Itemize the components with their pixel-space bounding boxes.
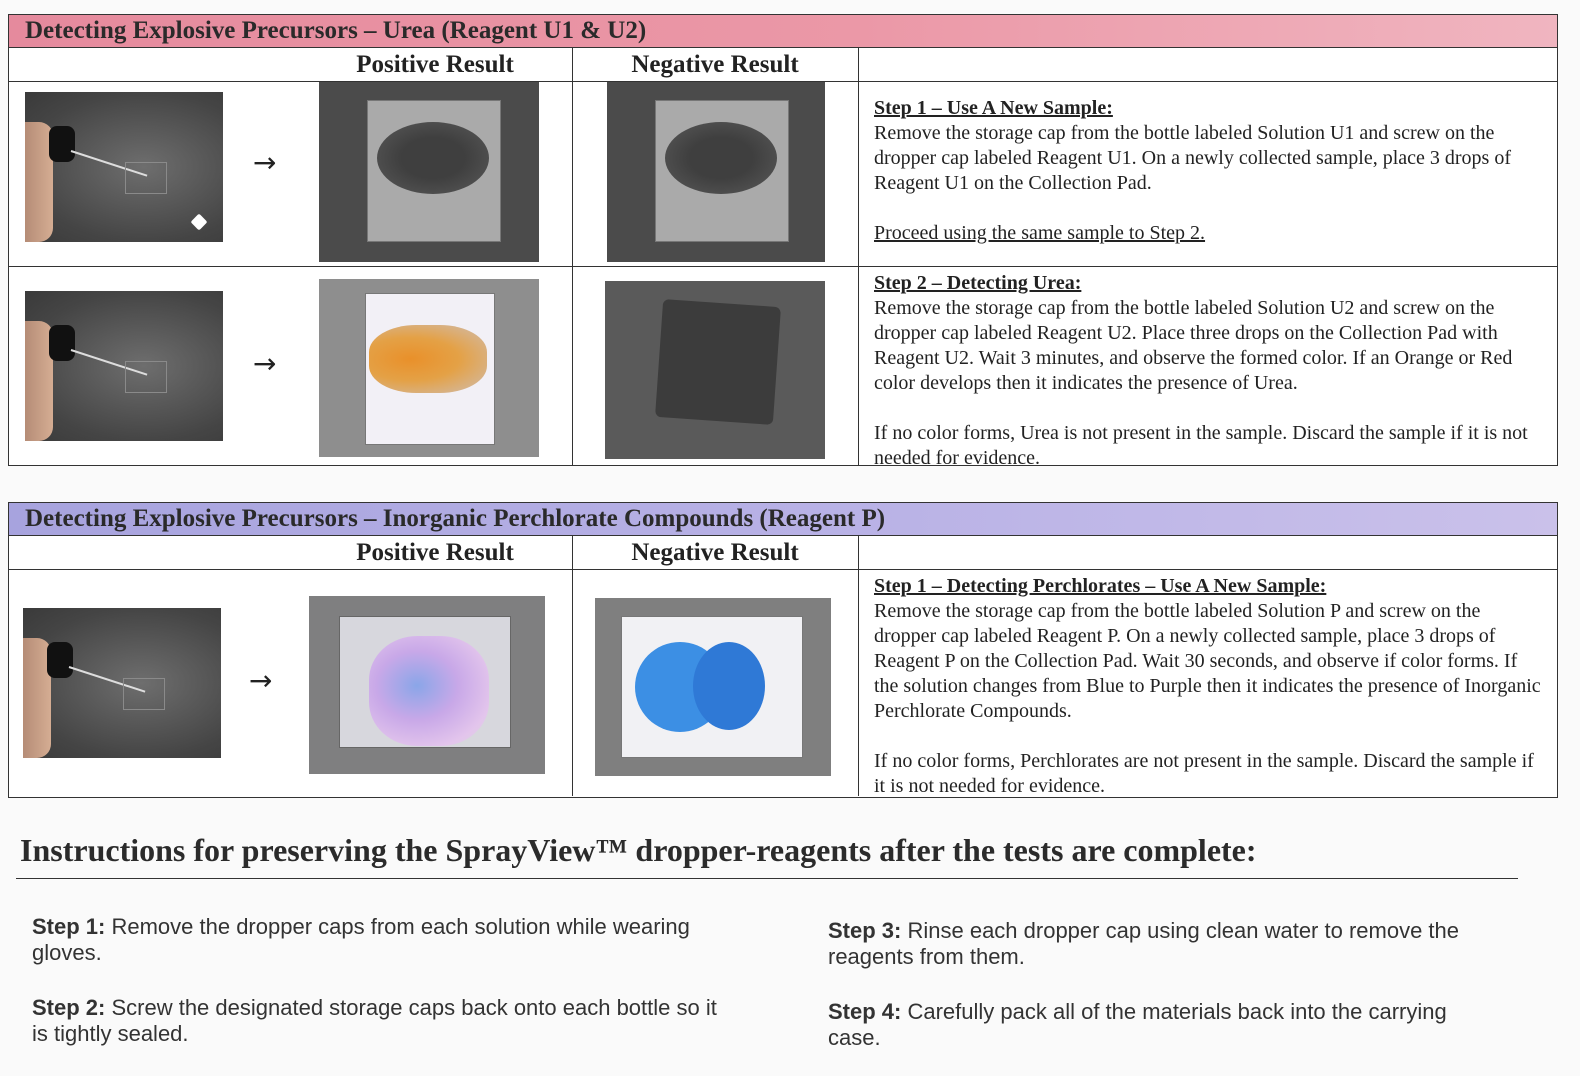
negative-result-photo [595,598,831,776]
perchlorate-step1-body: Remove the storage cap from the bottle labeled Solution P and screw on the dropper cap labeled Reagent P. On a newly collected sample, place 3 drops of Reagent P on the Collection Pad. Wait 30 seconds, and observe if color forms. If the solution changes from Blue to Purple then it indicates the presence of Inorganic Perchlorate Compounds. [874,600,1541,722]
urea-step2-row [9,267,1557,469]
dropper-photo [23,608,221,758]
perchlorate-positive-header: Positive Result [356,538,514,566]
positive-result-photo [309,596,545,774]
urea-step1-note: Proceed using the same sample to Step 2. [874,222,1206,244]
urea-header-row [9,48,1557,82]
instruction-step-1 [32,914,732,966]
urea-step1-row [9,82,1557,267]
perchlorate-negative-header: Negative Result [631,538,799,566]
perchlorate-header-row [9,536,1557,570]
perchlorate-step1-text [874,574,1545,799]
step-text: Screw the designated storage caps back onto each bottle so it is tightly sealed. [32,995,717,1046]
perchlorate-section-title: Detecting Explosive Precursors – Inorganic Perchlorate Compounds (Reagent P) [9,503,1557,536]
positive-result-photo [319,82,539,262]
urea-negative-header: Negative Result [631,50,799,78]
arrow-icon: → [253,146,277,179]
perchlorate-section [8,502,1558,798]
urea-positive-header: Positive Result [356,50,514,78]
dropper-photo [25,291,223,441]
arrow-icon: → [249,664,273,697]
urea-step2-text [874,271,1545,471]
negative-result-photo [607,82,825,262]
perchlorate-step1-note: If no color forms, Perchlorates are not present in the sample. Discard the sample if it is not needed for evidence. [874,750,1534,797]
dropper-photo [25,92,223,242]
urea-section-title: Detecting Explosive Precursors – Urea (Reagent U1 & U2) [9,15,1557,48]
instruction-step-2 [32,995,732,1047]
step-text: Rinse each dropper cap using clean water to remove the reagents from them. [828,918,1460,969]
perchlorate-step1-heading: Step 1 – Detecting Perchlorates – Use A New Sample: [874,575,1327,597]
step-label: Step 4: [828,999,902,1024]
positive-result-photo [319,279,539,457]
urea-step2-note: If no color forms, Urea is not present in the sample. Discard the sample if it is not needed for evidence. [874,422,1528,469]
step-text: Carefully pack all of the materials back into the carrying case. [828,999,1447,1050]
step-label: Step 1: [32,914,106,939]
urea-step2-heading: Step 2 – Detecting Urea: [874,272,1082,294]
urea-step1-body: Remove the storage cap from the bottle labeled Solution U1 and screw on the dropper cap labeled Reagent U1. On a newly collected sample, place 3 drops of Reagent U1 on the Collection Pad. [874,122,1511,194]
instructions-divider [16,878,1518,879]
urea-step2-body: Remove the storage cap from the bottle labeled Solution U2 and screw on the dropper cap labeled Reagent U2. Place three drops on the Collection Pad with Reagent U2. Wait 3 minutes, and observe the formed color. If an Orange or Red color develops then it indicates the presence of Urea. [874,297,1513,394]
instructions-title: Instructions for preserving the SprayView™ dropper-reagents after the tests are complete: [20,832,1257,868]
step-label: Step 2: [32,995,106,1020]
perchlorate-step1-row [9,570,1557,796]
arrow-icon: → [253,347,277,380]
urea-step1-text [874,96,1545,246]
step-text: Remove the dropper caps from each solution while wearing gloves. [32,914,690,965]
step-label: Step 3: [828,918,902,943]
urea-step1-heading: Step 1 – Use A New Sample: [874,97,1113,119]
urea-section [8,14,1558,469]
negative-result-photo [605,281,825,459]
instruction-step-4 [828,999,1498,1051]
instruction-step-3 [828,918,1498,970]
